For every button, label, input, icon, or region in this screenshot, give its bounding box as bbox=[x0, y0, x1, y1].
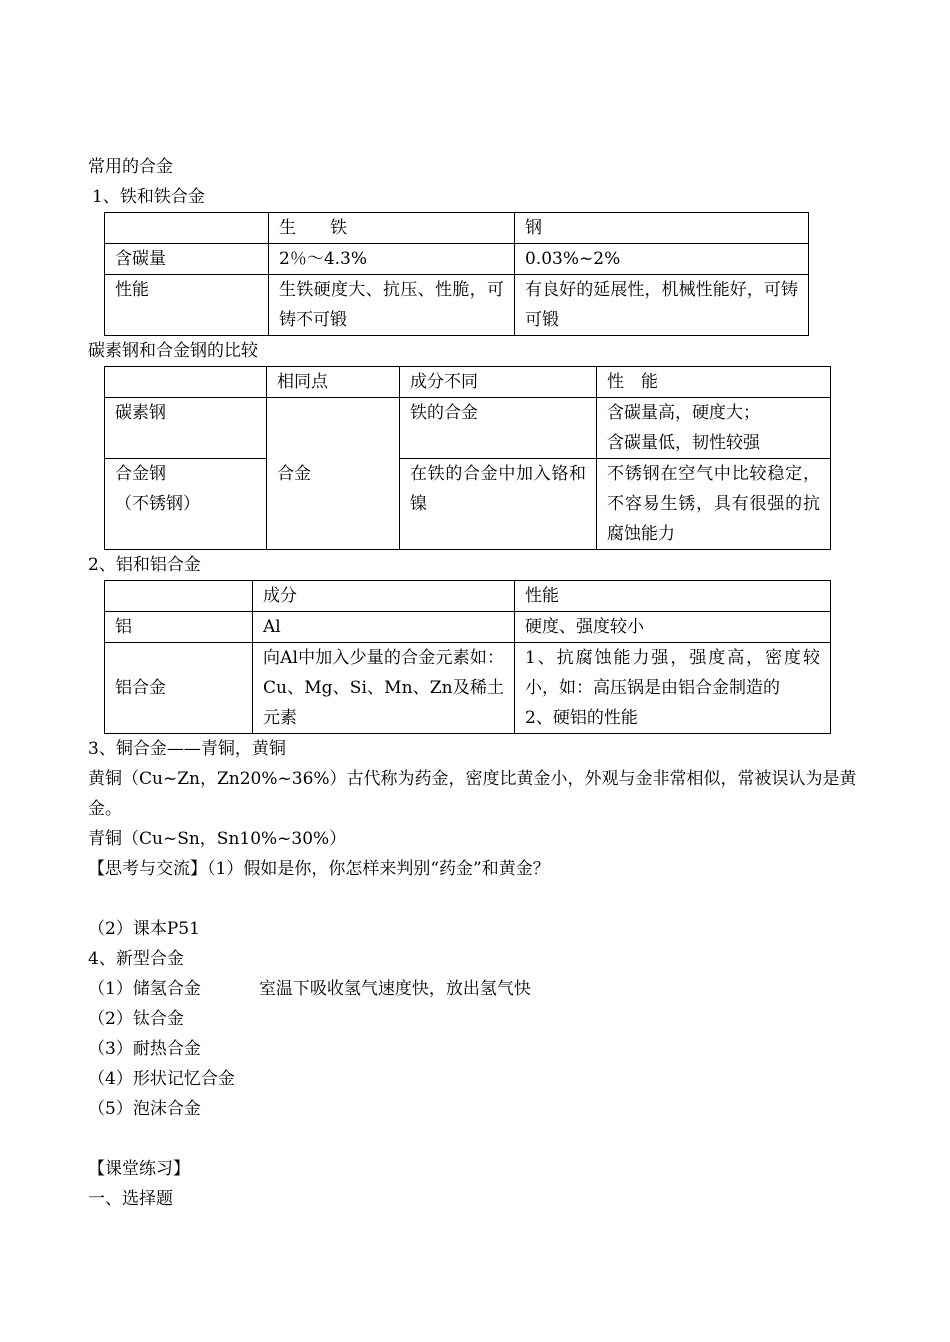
list-item-label: （1）储氢合金 bbox=[88, 979, 201, 999]
table-cell: 0.03%~2% bbox=[515, 244, 809, 275]
table-cell bbox=[105, 367, 267, 398]
table-cell bbox=[597, 398, 831, 459]
list-item: （3）耐热合金 bbox=[88, 1039, 201, 1059]
practice-subheading: 一、选择题 bbox=[88, 1189, 173, 1209]
list-item: （2）钛合金 bbox=[88, 1009, 184, 1029]
table-cell: 成分 bbox=[253, 581, 515, 612]
table-cell: 合金 bbox=[267, 398, 400, 550]
table-row bbox=[105, 398, 831, 459]
iron-alloy-table bbox=[104, 212, 809, 336]
table-cell bbox=[105, 459, 267, 550]
blank-line bbox=[88, 884, 868, 914]
table-row bbox=[105, 244, 809, 275]
table-cell: 不锈钢在空气中比较稳定，不容易生锈，具有很强的抗腐蚀能力 bbox=[597, 459, 831, 550]
table-cell bbox=[105, 213, 269, 244]
table-row bbox=[105, 581, 831, 612]
table-row bbox=[105, 275, 809, 336]
table-cell: 性能 bbox=[105, 275, 269, 336]
list-item: （5）泡沫合金 bbox=[88, 1099, 201, 1119]
brass-text: 黄铜（Cu~Zn，Zn20%~36%）古代称为药金，密度比黄金小，外观与金非常相似，常被误认为是黄 bbox=[88, 769, 857, 789]
table-cell: 钢 bbox=[515, 213, 809, 244]
table-cell: 相同点 bbox=[267, 367, 400, 398]
section-1b-title: 碳素钢和合金钢的比较 bbox=[88, 341, 258, 361]
table-cell: 1、抗腐蚀能力强，强度高，密度较小，如：高压锅是由铝合金制造的 2、硬铝的性能 bbox=[515, 643, 831, 734]
steel-comparison-table bbox=[104, 366, 831, 550]
table-cell: 在铁的合金中加入铬和镍 bbox=[400, 459, 597, 550]
table-cell: 生 铁 bbox=[269, 213, 515, 244]
brass-text-cont: 金。 bbox=[88, 799, 122, 819]
table-cell: 铝合金 bbox=[105, 643, 253, 734]
table-cell: 成分不同 bbox=[400, 367, 597, 398]
table-cell: 硬度、强度较小 bbox=[515, 612, 831, 643]
table-row bbox=[105, 213, 809, 244]
table-cell: 有良好的延展性，机械性能好，可铸可锻 bbox=[515, 275, 809, 336]
table-row bbox=[105, 643, 831, 734]
section-1-title: 1、铁和铁合金 bbox=[92, 187, 205, 207]
table-cell: 铝 bbox=[105, 612, 253, 643]
section-4-title: 4、新型合金 bbox=[88, 949, 184, 969]
blank-line bbox=[88, 1124, 868, 1154]
list-item: （4）形状记忆合金 bbox=[88, 1069, 235, 1089]
section-2-title: 2、铝和铝合金 bbox=[88, 555, 201, 575]
cell-line: 含碳量低，韧性较强 bbox=[607, 433, 760, 453]
aluminum-alloy-table bbox=[104, 580, 831, 734]
table-cell: 铁的合金 bbox=[400, 398, 597, 459]
table-row bbox=[105, 367, 831, 398]
table-cell: 碳素钢 bbox=[105, 398, 267, 459]
cell-line: 含碳量高，硬度大； bbox=[607, 403, 760, 423]
table-cell: 性能 bbox=[515, 581, 831, 612]
bronze-text: 青铜（Cu~Sn，Sn10%~30%） bbox=[88, 829, 347, 849]
table-cell: 向Al中加入少量的合金元素如：Cu、Mg、Si、Mn、Zn及稀土元素 bbox=[253, 643, 515, 734]
page-heading: 常用的合金 bbox=[88, 157, 173, 177]
list-item bbox=[88, 974, 868, 1004]
list-item-note: 室温下吸收氢气速度快，放出氢气快 bbox=[258, 979, 531, 999]
table-cell: 2％～4.3% bbox=[269, 244, 515, 275]
section-3-title: 3、铜合金——青铜，黄铜 bbox=[88, 739, 286, 759]
table-cell: 含碳量 bbox=[105, 244, 269, 275]
table-row bbox=[105, 459, 831, 550]
cell-line: 合金钢 bbox=[115, 464, 166, 484]
think-question: 【思考与交流】（1）假如是你，你怎样来判别“药金”和黄金？ bbox=[88, 859, 550, 879]
document-page bbox=[88, 152, 868, 1214]
table-cell: 生铁硬度大、抗压、性脆，可铸不可锻 bbox=[269, 275, 515, 336]
cell-line: （不锈钢） bbox=[115, 494, 200, 514]
table-cell bbox=[105, 581, 253, 612]
table-cell: 性 能 bbox=[597, 367, 831, 398]
table-cell: Al bbox=[253, 612, 515, 643]
think-question-2: （2）课本P51 bbox=[88, 919, 200, 939]
practice-heading: 【课堂练习】 bbox=[88, 1159, 190, 1179]
table-row bbox=[105, 612, 831, 643]
